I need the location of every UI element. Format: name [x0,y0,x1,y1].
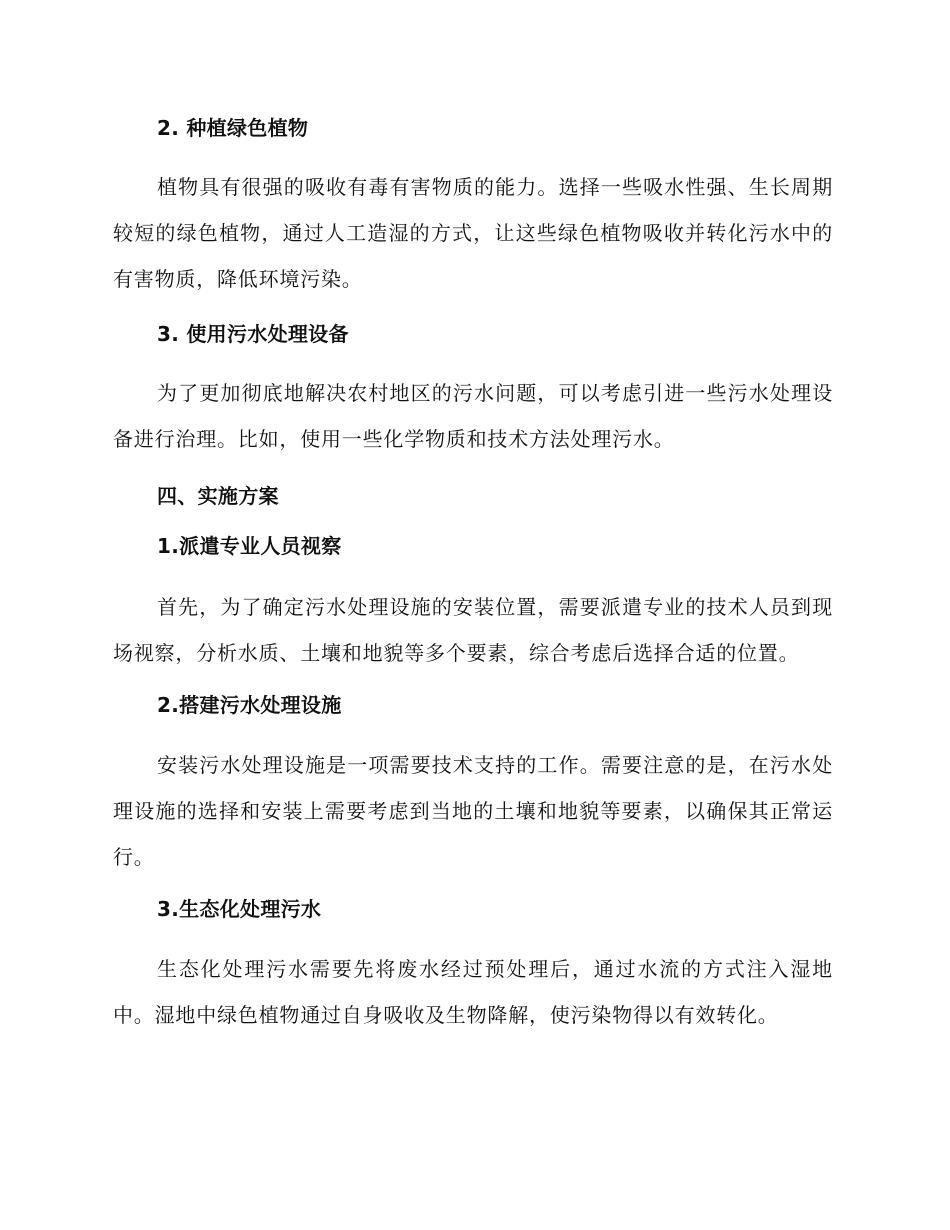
section-paragraph-dispatch-staff: 首先，为了确定污水处理设施的安装位置，需要派遣专业的技术人员到现场视察，分析水质、土壤和地貌等多个要素，综合考虑后选择合适的位置。 [113,595,833,665]
document-page [113,108,833,1038]
section-heading-dispatch-staff: 1.派遣专业人员视察 [157,534,342,558]
section-heading-plant-green: 2. 种植绿色植物 [157,116,309,140]
section-heading-ecological-treatment: 3.生态化处理污水 [157,897,322,921]
section-paragraph-treatment-equipment: 为了更加彻底地解决农村地区的污水问题，可以考虑引进一些污水处理设备进行治理。比如，使用一些化学物质和技术方法处理污水。 [113,381,833,451]
section-paragraph-ecological-treatment: 生态化处理污水需要先将废水经过预处理后，通过水流的方式注入湿地中。湿地中绿色植物通过自身吸收及生物降解，使污染物得以有效转化。 [113,957,833,1027]
section-paragraph-build-facility: 安装污水处理设施是一项需要技术支持的工作。需要注意的是，在污水处理设施的选择和安装上需要考虑到当地的土壤和地貌等要素，以确保其正常运行。 [113,753,833,869]
section-heading-build-facility: 2.搭建污水处理设施 [157,693,342,717]
section-paragraph-plant-green: 植物具有很强的吸收有毒有害物质的能力。选择一些吸水性强、生长周期较短的绿色植物，通过人工造湿的方式，让这些绿色植物吸收并转化污水中的有害物质，降低环境污染。 [113,175,833,291]
section-heading-treatment-equipment: 3. 使用污水处理设备 [157,322,349,346]
chapter-heading-implementation: 四、实施方案 [157,484,279,508]
